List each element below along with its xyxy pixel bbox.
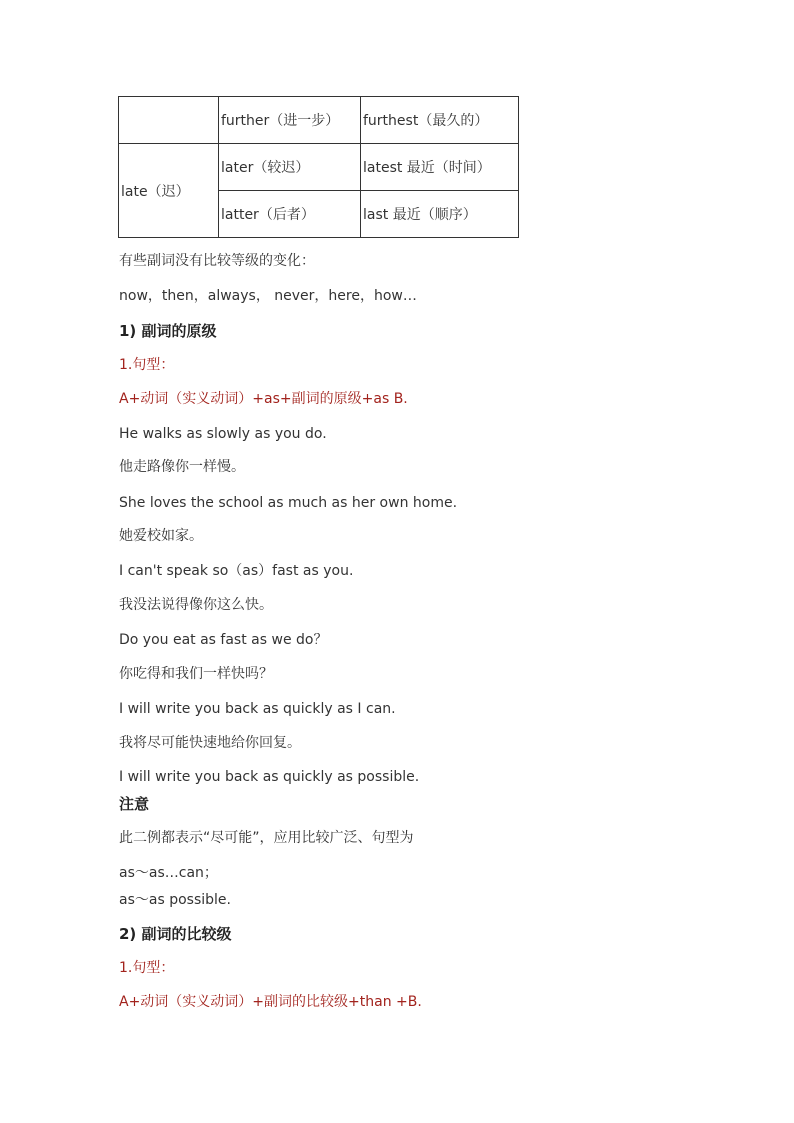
example-en: I will write you back as quickly as I can.	[119, 701, 396, 717]
table-row	[119, 144, 519, 191]
example-en: I can't speak so（as）fast as you.	[119, 563, 354, 579]
example-en: Do you eat as fast as we do？	[119, 632, 328, 648]
table-row	[119, 97, 519, 144]
table-cell-late: late（迟）	[119, 144, 219, 238]
note-title: 注意	[119, 795, 150, 813]
example-zh: 你吃得和我们一样快吗？	[119, 666, 273, 682]
table-cell: latter（后者）	[219, 191, 361, 238]
table-cell: later（较迟）	[219, 144, 361, 191]
example-zh: 我将尽可能快速地给你回复。	[119, 735, 301, 751]
note-text: 此二例都表示“尽可能”，应用比较广泛、句型为	[119, 830, 414, 846]
note-pattern: as～as…can；	[119, 865, 218, 881]
section-heading-comparative: 2) 副词的比较级	[119, 925, 232, 943]
example-en: He walks as slowly as you do.	[119, 426, 327, 442]
pattern-label: 1.句型：	[119, 357, 175, 373]
example-zh: 她爱校如家。	[119, 528, 203, 544]
comparison-forms-table	[118, 96, 519, 238]
example-en: She loves the school as much as her own home.	[119, 495, 458, 511]
note-pattern: as～as possible.	[119, 892, 231, 908]
table-cell: latest 最近（时间）	[361, 144, 519, 191]
table-cell: last 最近（顺序）	[361, 191, 519, 238]
example-zh: 他走路像你一样慢。	[119, 459, 245, 475]
section-heading-positive: 1) 副词的原级	[119, 322, 217, 340]
table-cell: furthest（最久的）	[361, 97, 519, 144]
no-comparison-examples: now，then，always， never，here，how…	[119, 288, 417, 304]
example-en: I will write you back as quickly as possible.	[119, 769, 420, 785]
pattern-label: 1.句型：	[119, 960, 175, 976]
example-zh: 我没法说得像你这么快。	[119, 597, 273, 613]
table-cell: further（进一步）	[219, 97, 361, 144]
pattern-comparative: A+动词（实义动词）+副词的比较级+than +B.	[119, 994, 422, 1010]
pattern-positive: A+动词（实义动词）+as+副词的原级+as B.	[119, 391, 408, 407]
table-cell	[119, 97, 219, 144]
no-comparison-text: 有些副词没有比较等级的变化：	[119, 253, 315, 269]
